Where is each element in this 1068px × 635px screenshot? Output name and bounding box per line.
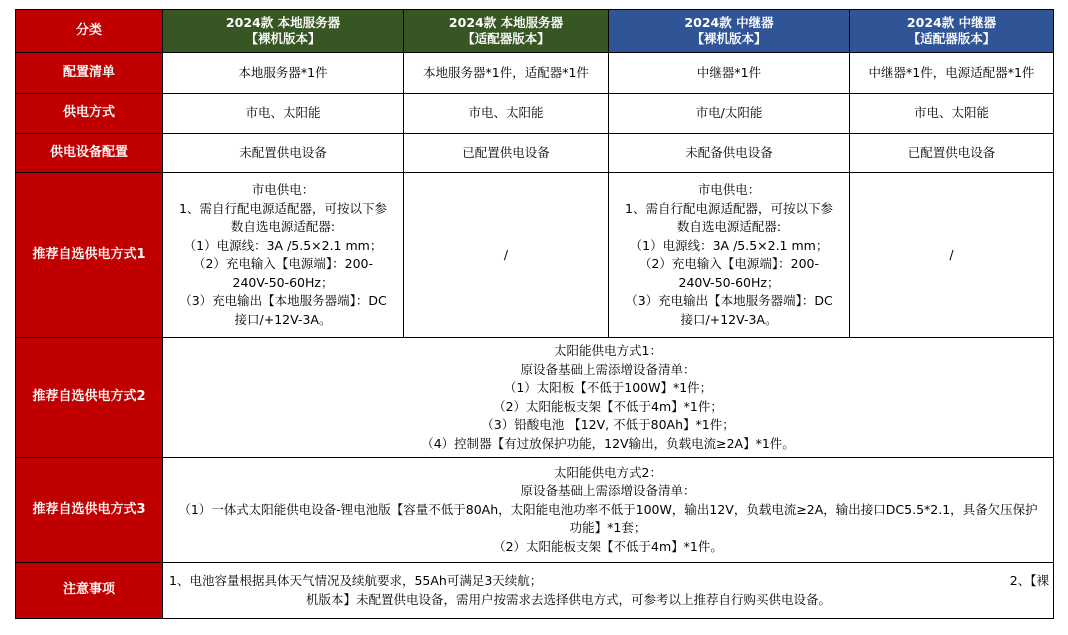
text-line: 240V-50-60Hz；: [232, 274, 334, 290]
text-line: 太阳能供电方式2：: [554, 464, 662, 480]
col-header-relay-bare: [609, 10, 850, 53]
table-cell: 未配置供电设备: [163, 134, 404, 173]
col-header-line2: 【裸机版本】: [691, 31, 767, 46]
text-line: 市电供电：: [251, 182, 315, 197]
text-line: （2）充电输入【电源端】：200-: [638, 256, 820, 271]
text-line: （3）充电输出【本地服务器端】：DC: [179, 293, 387, 308]
col-header-line1: 2024款 本地服务器: [225, 15, 341, 30]
table-cell: 已配置供电设备: [404, 134, 609, 173]
row-power-method: [16, 94, 1054, 134]
table-cell: 已配置供电设备: [850, 134, 1054, 173]
text-line: （2）太阳能板支架【不低于4m】*1件。: [493, 538, 723, 554]
recommend1-relay-bare-cell: [609, 173, 850, 338]
text-line: （4）控制器【有过放保护功能，12V输出，负载电流≥2A】*1件。: [421, 435, 795, 451]
row-label: 推荐自选供电方式2: [16, 338, 163, 458]
category-header: 分类: [16, 10, 163, 53]
col-header-line2: 【适配器版本】: [907, 31, 996, 46]
row-label: 推荐自选供电方式3: [16, 458, 163, 563]
text-line: （1）电源线：3A /5.5×2.1 mm；: [629, 237, 829, 253]
note-item-1: 1、电池容量根据具体天气情况及续航要求，55Ah可满足3天续航；: [169, 573, 543, 588]
notes-line-2: 机版本】未配置供电设备，需用户按需求去选择供电方式，可参考以上推荐自行购买供电设备。: [306, 591, 832, 607]
col-header-server-bare: [163, 10, 404, 53]
col-header-line2: 【适配器版本】: [462, 31, 550, 46]
text-line: 数自选电源适配器:: [230, 219, 336, 234]
row-power-device: [16, 134, 1054, 173]
text-line: （2）太阳能板支架【不低于4m】*1件；: [493, 398, 723, 414]
table-cell: 本地服务器*1件，适配器*1件: [404, 53, 609, 94]
row-label: 供电设备配置: [16, 134, 163, 173]
text-line: 1、需自行配电源适配器，可按以下参: [179, 200, 387, 216]
text-line: 数自选电源适配器:: [676, 219, 782, 234]
table-cell: 中继器*1件: [609, 53, 850, 94]
text-line: 原设备基础上需添增设备清单：: [520, 361, 696, 377]
header-row: [16, 10, 1054, 53]
note-item-2-start: 2、【裸: [1009, 573, 1049, 588]
notes-line-1: [169, 572, 1049, 591]
text-line: （3）铅酸电池 【12V, 不低于80Ah】*1件；: [481, 417, 735, 432]
row-label: 推荐自选供电方式1: [16, 173, 163, 338]
col-header-line2: 【裸机版本】: [245, 31, 321, 46]
table-cell: 市电/太阳能: [609, 94, 850, 134]
text-line: （1）太阳板【不低于100W】*1件；: [503, 380, 713, 395]
row-label: 配置清单: [16, 53, 163, 94]
table-cell: 未配备供电设备: [609, 134, 850, 173]
text-line: 太阳能供电方式1：: [554, 343, 662, 358]
col-header-line1: 2024款 中继器: [906, 15, 997, 30]
recommend3-cell: [163, 458, 1054, 563]
text-line: 240V-50-60Hz；: [678, 274, 780, 290]
col-header-server-adapter: [404, 10, 609, 53]
text-line: 接口/+12V-3A。: [234, 311, 332, 327]
text-line: （1）一体式太阳能供电设备-锂电池版【容量不低于80Ah，太阳能电池功率不低于100W，输出12V，负载电流≥2A，输出接口DC5.5*2.1，具备欠压保护功能】*1套；: [178, 501, 1038, 536]
recommend2-cell: [163, 338, 1054, 458]
table-cell: 中继器*1件，电源适配器*1件: [850, 53, 1054, 94]
text-line: （1）电源线：3A /5.5×2.1 mm；: [183, 237, 383, 253]
row-notes: [16, 563, 1054, 619]
text-line: 接口/+12V-3A。: [680, 311, 778, 327]
recommend1-relay-adapter-cell: /: [850, 173, 1054, 338]
recommend1-server-bare-cell: [163, 173, 404, 338]
row-label: 供电方式: [16, 94, 163, 134]
table-cell: 市电、太阳能: [163, 94, 404, 134]
col-header-line1: 2024款 中继器: [684, 15, 774, 30]
text-line: 1、需自行配电源适配器，可按以下参: [625, 200, 833, 216]
table-cell: 本地服务器*1件: [163, 53, 404, 94]
text-line: （3）充电输出【本地服务器端】：DC: [625, 293, 833, 308]
text-line: 原设备基础上需添增设备清单：: [520, 483, 696, 499]
recommend1-server-adapter-cell: /: [404, 173, 609, 338]
table-cell: 市电、太阳能: [850, 94, 1054, 134]
row-recommend-2: [16, 338, 1054, 458]
row-label: 注意事项: [16, 563, 163, 619]
row-recommend-3: [16, 458, 1054, 563]
notes-cell: [163, 563, 1054, 619]
text-line: 市电供电：: [697, 182, 761, 197]
text-line: （2）充电输入【电源端】：200-: [192, 256, 374, 271]
spec-table: [15, 9, 1054, 619]
col-header-relay-adapter: [850, 10, 1054, 53]
table-cell: 市电、太阳能: [404, 94, 609, 134]
col-header-line1: 2024款 本地服务器: [448, 15, 564, 30]
row-recommend-1: [16, 173, 1054, 338]
row-config-list: [16, 53, 1054, 94]
